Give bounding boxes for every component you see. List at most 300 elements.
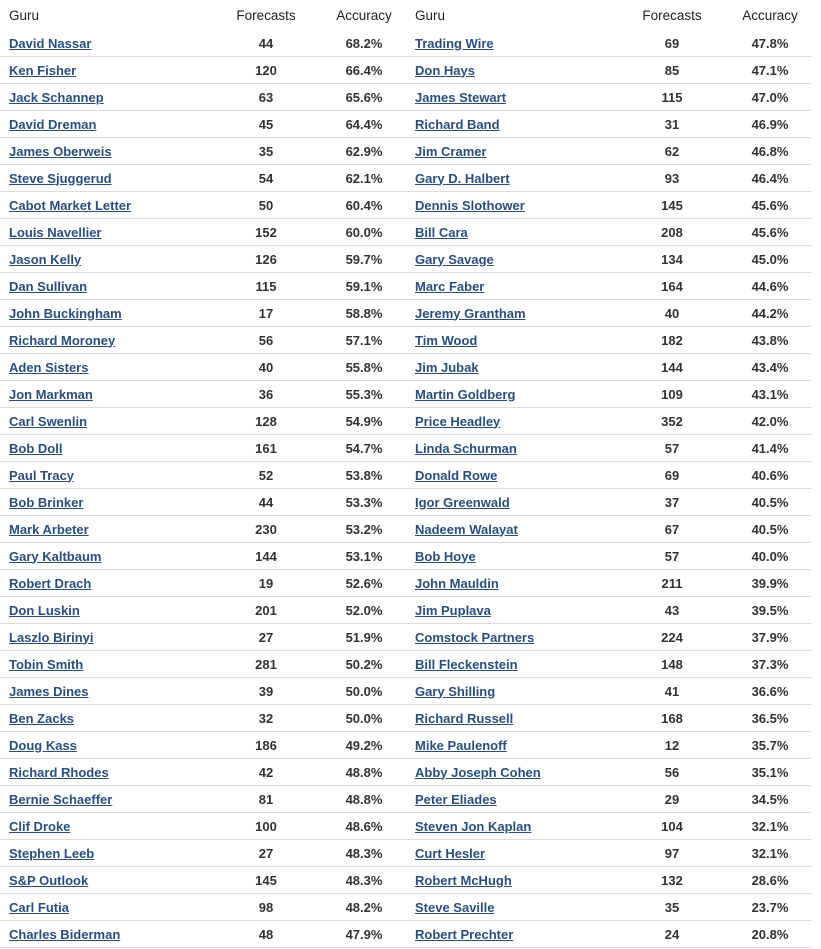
- guru-name-link[interactable]: Bill Fleckenstein: [415, 656, 518, 672]
- forecasts-count: 69: [616, 462, 728, 489]
- guru-name-link[interactable]: Jon Markman: [9, 386, 93, 402]
- table-row: [406, 462, 812, 489]
- accuracy-value: 62.9%: [322, 138, 406, 165]
- guru-name-link[interactable]: David Dreman: [9, 116, 97, 132]
- forecasts-count: 145: [210, 867, 322, 894]
- accuracy-value: 53.2%: [322, 516, 406, 543]
- accuracy-value: 36.6%: [728, 678, 812, 705]
- guru-cell: [406, 192, 616, 219]
- guru-name-link[interactable]: Steven Jon Kaplan: [415, 818, 532, 834]
- guru-name-link[interactable]: Mike Paulenoff: [415, 737, 507, 753]
- forecasts-count: 56: [616, 759, 728, 786]
- guru-name-link[interactable]: Comstock Partners: [415, 629, 535, 645]
- table-row: [0, 111, 406, 138]
- table-row: [0, 354, 406, 381]
- guru-name-link[interactable]: Donald Rowe: [415, 467, 498, 483]
- table-row: [406, 489, 812, 516]
- guru-name-link[interactable]: Don Hays: [415, 62, 475, 78]
- table-row: [0, 705, 406, 732]
- table-row: [0, 273, 406, 300]
- accuracy-value: 41.4%: [728, 435, 812, 462]
- guru-name-link[interactable]: Gary Shilling: [415, 683, 496, 699]
- table-row: [0, 732, 406, 759]
- guru-name-link[interactable]: Doug Kass: [9, 737, 77, 753]
- forecasts-count: 161: [210, 435, 322, 462]
- forecasts-count: 126: [210, 246, 322, 273]
- guru-name-link[interactable]: Steve Sjuggerud: [9, 170, 112, 186]
- guru-name-link[interactable]: Trading Wire: [415, 35, 494, 51]
- table-row: [0, 138, 406, 165]
- guru-cell: [406, 462, 616, 489]
- accuracy-value: 48.3%: [322, 840, 406, 867]
- guru-cell: [0, 435, 210, 462]
- guru-cell: [406, 732, 616, 759]
- forecasts-count: 42: [210, 759, 322, 786]
- forecasts-count: 182: [616, 327, 728, 354]
- accuracy-value: 51.9%: [322, 624, 406, 651]
- table-row: [406, 732, 812, 759]
- guru-name-link[interactable]: Linda Schurman: [415, 440, 517, 456]
- guru-cell: [406, 30, 616, 57]
- guru-name-link[interactable]: Jim Cramer: [415, 143, 487, 159]
- table-row: [0, 516, 406, 543]
- table-row: [406, 192, 812, 219]
- guru-name-link[interactable]: James Stewart: [415, 89, 507, 105]
- guru-name-link[interactable]: Robert Drach: [9, 575, 92, 591]
- table-row: [406, 543, 812, 570]
- forecasts-count: 35: [210, 138, 322, 165]
- table-row: [0, 381, 406, 408]
- guru-name-link[interactable]: Robert Prechter: [415, 926, 514, 942]
- table-header-row: [406, 0, 812, 30]
- forecasts-count: 144: [210, 543, 322, 570]
- guru-name-link[interactable]: Martin Goldberg: [415, 386, 516, 402]
- forecasts-count: 144: [616, 354, 728, 381]
- table-row: [0, 597, 406, 624]
- guru-cell: [0, 516, 210, 543]
- accuracy-value: 43.1%: [728, 381, 812, 408]
- table-row: [0, 921, 406, 948]
- guru-cell: [406, 138, 616, 165]
- guru-cell: [406, 921, 616, 948]
- guru-cell: [0, 813, 210, 840]
- guru-name-link[interactable]: Abby Joseph Cohen: [415, 764, 541, 780]
- table-row: [0, 543, 406, 570]
- table-row: [0, 246, 406, 273]
- table-row: [0, 30, 406, 57]
- table-row: [406, 759, 812, 786]
- forecasts-count: 62: [616, 138, 728, 165]
- guru-cell: [406, 813, 616, 840]
- accuracy-value: 59.7%: [322, 246, 406, 273]
- forecasts-count: 186: [210, 732, 322, 759]
- guru-cell: [0, 57, 210, 84]
- guru-name-link[interactable]: Steve Saville: [415, 899, 495, 915]
- guru-cell: [406, 354, 616, 381]
- forecasts-count: 36: [210, 381, 322, 408]
- guru-cell: [0, 570, 210, 597]
- forecasts-count: 152: [210, 219, 322, 246]
- guru-cell: [0, 543, 210, 570]
- guru-cell: [0, 138, 210, 165]
- accuracy-value: 66.4%: [322, 57, 406, 84]
- rankings-table-left: [0, 0, 406, 948]
- accuracy-value: 59.1%: [322, 273, 406, 300]
- table-row: [0, 84, 406, 111]
- guru-cell: [406, 759, 616, 786]
- guru-name-link[interactable]: Paul Tracy: [9, 467, 75, 483]
- table-row: [406, 786, 812, 813]
- forecasts-count: 109: [616, 381, 728, 408]
- forecasts-count: 352: [616, 408, 728, 435]
- guru-cell: [406, 543, 616, 570]
- guru-name-link[interactable]: Clif Droke: [9, 818, 71, 834]
- table-row: [406, 111, 812, 138]
- table-header-row: [0, 0, 406, 30]
- accuracy-value: 45.0%: [728, 246, 812, 273]
- forecasts-count: 27: [210, 840, 322, 867]
- guru-cell: [0, 840, 210, 867]
- table-row: [406, 894, 812, 921]
- table-row: [406, 165, 812, 192]
- table-row: [0, 570, 406, 597]
- accuracy-value: 58.8%: [322, 300, 406, 327]
- guru-name-link[interactable]: Don Luskin: [9, 602, 80, 618]
- forecasts-count: 39: [210, 678, 322, 705]
- guru-name-link[interactable]: Carl Futia: [9, 899, 69, 915]
- forecasts-count: 37: [616, 489, 728, 516]
- forecasts-count: 224: [616, 624, 728, 651]
- guru-cell: [406, 516, 616, 543]
- rankings-panel-left: [0, 0, 406, 948]
- accuracy-value: 48.8%: [322, 759, 406, 786]
- table-row: [0, 813, 406, 840]
- forecasts-count: 115: [616, 84, 728, 111]
- guru-name-link[interactable]: Bob Brinker: [9, 494, 84, 510]
- guru-name-link[interactable]: Gary D. Halbert: [415, 170, 510, 186]
- guru-cell: [406, 381, 616, 408]
- accuracy-value: 40.5%: [728, 516, 812, 543]
- accuracy-value: 35.1%: [728, 759, 812, 786]
- forecasts-count: 230: [210, 516, 322, 543]
- guru-cell: [0, 705, 210, 732]
- table-row: [0, 219, 406, 246]
- guru-column-header: Guru: [415, 7, 446, 23]
- accuracy-value: 60.4%: [322, 192, 406, 219]
- forecasts-count: 168: [616, 705, 728, 732]
- guru-cell: [0, 867, 210, 894]
- guru-name-link[interactable]: Stephen Leeb: [9, 845, 95, 861]
- forecasts-count: 93: [616, 165, 728, 192]
- table-row: [406, 921, 812, 948]
- guru-cell: [0, 921, 210, 948]
- guru-cell: [0, 354, 210, 381]
- accuracy-value: 50.2%: [322, 651, 406, 678]
- accuracy-value: 47.1%: [728, 57, 812, 84]
- guru-name-link[interactable]: James Dines: [9, 683, 89, 699]
- forecasts-count: 104: [616, 813, 728, 840]
- accuracy-value: 40.0%: [728, 543, 812, 570]
- guru-name-link[interactable]: Jim Jubak: [415, 359, 479, 375]
- table-row: [406, 705, 812, 732]
- forecasts-count: 48: [210, 921, 322, 948]
- table-row: [406, 327, 812, 354]
- guru-cell: [406, 624, 616, 651]
- forecasts-count: 134: [616, 246, 728, 273]
- table-row: [0, 894, 406, 921]
- guru-name-link[interactable]: Bernie Schaeffer: [9, 791, 113, 807]
- forecasts-count: 32: [210, 705, 322, 732]
- guru-name-link[interactable]: Bob Hoye: [415, 548, 476, 564]
- forecasts-count: 100: [210, 813, 322, 840]
- guru-name-link[interactable]: Carl Swenlin: [9, 413, 88, 429]
- table-row: [406, 138, 812, 165]
- table-row: [406, 84, 812, 111]
- guru-name-link[interactable]: James Oberweis: [9, 143, 112, 159]
- guru-name-link[interactable]: Price Headley: [415, 413, 501, 429]
- guru-cell: [406, 678, 616, 705]
- guru-cell: [0, 381, 210, 408]
- accuracy-value: 44.6%: [728, 273, 812, 300]
- guru-name-link[interactable]: Aden Sisters: [9, 359, 89, 375]
- table-row: [0, 165, 406, 192]
- accuracy-value: 50.0%: [322, 678, 406, 705]
- forecasts-count: 40: [616, 300, 728, 327]
- accuracy-value: 48.6%: [322, 813, 406, 840]
- accuracy-value: 54.7%: [322, 435, 406, 462]
- accuracy-value: 64.4%: [322, 111, 406, 138]
- guru-name-link[interactable]: Richard Band: [415, 116, 500, 132]
- accuracy-value: 65.6%: [322, 84, 406, 111]
- guru-cell: [406, 840, 616, 867]
- guru-name-link[interactable]: John Buckingham: [9, 305, 122, 321]
- accuracy-value: 37.3%: [728, 651, 812, 678]
- guru-name-link[interactable]: Gary Kaltbaum: [9, 548, 102, 564]
- forecasts-column-header: Forecasts: [642, 7, 702, 23]
- table-row: [406, 624, 812, 651]
- forecasts-count: 43: [616, 597, 728, 624]
- guru-cell: [406, 111, 616, 138]
- table-row: [406, 57, 812, 84]
- accuracy-value: 48.3%: [322, 867, 406, 894]
- guru-name-link[interactable]: Laszlo Birinyi: [9, 629, 94, 645]
- guru-name-link[interactable]: Ben Zacks: [9, 710, 75, 726]
- guru-name-link[interactable]: Richard Russell: [415, 710, 514, 726]
- forecasts-count: 50: [210, 192, 322, 219]
- forecasts-count: 211: [616, 570, 728, 597]
- accuracy-value: 23.7%: [728, 894, 812, 921]
- guru-name-link[interactable]: Charles Biderman: [9, 926, 121, 942]
- guru-cell: [406, 84, 616, 111]
- forecasts-count: 201: [210, 597, 322, 624]
- guru-cell: [406, 273, 616, 300]
- guru-cell: [406, 219, 616, 246]
- guru-cell: [0, 597, 210, 624]
- forecasts-count: 81: [210, 786, 322, 813]
- guru-name-link[interactable]: David Nassar: [9, 35, 92, 51]
- forecasts-count: 12: [616, 732, 728, 759]
- guru-name-link[interactable]: Dennis Slothower: [415, 197, 525, 213]
- guru-name-link[interactable]: Peter Eliades: [415, 791, 497, 807]
- forecasts-count: 41: [616, 678, 728, 705]
- forecasts-count: 19: [210, 570, 322, 597]
- accuracy-value: 40.5%: [728, 489, 812, 516]
- forecasts-count: 29: [616, 786, 728, 813]
- forecasts-count: 98: [210, 894, 322, 921]
- forecasts-count: 208: [616, 219, 728, 246]
- guru-name-link[interactable]: Tim Wood: [415, 332, 478, 348]
- guru-cell: [0, 894, 210, 921]
- guru-cell: [0, 300, 210, 327]
- accuracy-value: 60.0%: [322, 219, 406, 246]
- accuracy-value: 20.8%: [728, 921, 812, 948]
- table-row: [0, 327, 406, 354]
- guru-cell: [0, 678, 210, 705]
- accuracy-value: 52.0%: [322, 597, 406, 624]
- accuracy-value: 35.7%: [728, 732, 812, 759]
- accuracy-value: 47.0%: [728, 84, 812, 111]
- accuracy-value: 53.3%: [322, 489, 406, 516]
- accuracy-value: 28.6%: [728, 867, 812, 894]
- accuracy-value: 39.9%: [728, 570, 812, 597]
- table-row: [406, 273, 812, 300]
- accuracy-value: 36.5%: [728, 705, 812, 732]
- accuracy-value: 42.0%: [728, 408, 812, 435]
- forecasts-count: 69: [616, 30, 728, 57]
- forecasts-count: 24: [616, 921, 728, 948]
- accuracy-value: 46.9%: [728, 111, 812, 138]
- table-row: [0, 192, 406, 219]
- forecasts-count: 52: [210, 462, 322, 489]
- guru-name-link[interactable]: Jack Schannep: [9, 89, 104, 105]
- guru-cell: [406, 597, 616, 624]
- table-row: [406, 867, 812, 894]
- table-row: [406, 435, 812, 462]
- table-row: [0, 489, 406, 516]
- guru-cell: [0, 327, 210, 354]
- forecasts-count: 164: [616, 273, 728, 300]
- rankings-table-right: [406, 0, 812, 948]
- guru-name-link[interactable]: Tobin Smith: [9, 656, 84, 672]
- rankings-panel-right: [406, 0, 812, 948]
- guru-name-link[interactable]: Jeremy Grantham: [415, 305, 526, 321]
- guru-name-link[interactable]: Richard Moroney: [9, 332, 116, 348]
- guru-cell: [406, 489, 616, 516]
- forecasts-count: 57: [616, 543, 728, 570]
- guru-cell: [0, 786, 210, 813]
- guru-cell: [0, 84, 210, 111]
- guru-name-link[interactable]: Marc Faber: [415, 278, 485, 294]
- accuracy-value: 45.6%: [728, 192, 812, 219]
- forecasts-count: 63: [210, 84, 322, 111]
- guru-cell: [0, 246, 210, 273]
- accuracy-value: 32.1%: [728, 840, 812, 867]
- accuracy-value: 46.8%: [728, 138, 812, 165]
- accuracy-value: 47.8%: [728, 30, 812, 57]
- forecasts-column-header: Forecasts: [236, 7, 296, 23]
- guru-name-link[interactable]: Robert McHugh: [415, 872, 512, 888]
- table-row: [406, 408, 812, 435]
- accuracy-value: 57.1%: [322, 327, 406, 354]
- guru-cell: [406, 246, 616, 273]
- guru-cell: [0, 624, 210, 651]
- guru-cell: [406, 705, 616, 732]
- guru-name-link[interactable]: Bill Cara: [415, 224, 468, 240]
- table-row: [0, 840, 406, 867]
- forecasts-count: 97: [616, 840, 728, 867]
- guru-cell: [406, 867, 616, 894]
- guru-cell: [406, 408, 616, 435]
- accuracy-value: 40.6%: [728, 462, 812, 489]
- guru-cell: [406, 165, 616, 192]
- forecasts-count: 56: [210, 327, 322, 354]
- table-row: [0, 300, 406, 327]
- guru-name-link[interactable]: Cabot Market Letter: [9, 197, 132, 213]
- accuracy-value: 34.5%: [728, 786, 812, 813]
- accuracy-value: 55.3%: [322, 381, 406, 408]
- guru-name-link[interactable]: Gary Savage: [415, 251, 494, 267]
- forecasts-count: 132: [616, 867, 728, 894]
- guru-name-link[interactable]: Nadeem Walayat: [415, 521, 518, 537]
- table-row: [0, 678, 406, 705]
- table-row: [0, 624, 406, 651]
- accuracy-value: 62.1%: [322, 165, 406, 192]
- accuracy-value: 45.6%: [728, 219, 812, 246]
- guru-cell: [406, 435, 616, 462]
- forecasts-count: 145: [616, 192, 728, 219]
- forecasts-count: 35: [616, 894, 728, 921]
- guru-cell: [406, 894, 616, 921]
- guru-name-link[interactable]: Richard Rhodes: [9, 764, 109, 780]
- guru-name-link[interactable]: Igor Greenwald: [415, 494, 510, 510]
- table-row: [406, 381, 812, 408]
- accuracy-column-header: Accuracy: [742, 7, 798, 23]
- forecasts-count: 45: [210, 111, 322, 138]
- guru-name-link[interactable]: Ken Fisher: [9, 62, 77, 78]
- accuracy-value: 52.6%: [322, 570, 406, 597]
- guru-name-link[interactable]: Jason Kelly: [9, 251, 82, 267]
- table-row: [406, 246, 812, 273]
- guru-name-link[interactable]: Jim Puplava: [415, 602, 491, 618]
- accuracy-column-header: Accuracy: [336, 7, 392, 23]
- accuracy-value: 68.2%: [322, 30, 406, 57]
- guru-name-link[interactable]: Mark Arbeter: [9, 521, 89, 537]
- guru-name-link[interactable]: Louis Navellier: [9, 224, 102, 240]
- guru-cell: [0, 192, 210, 219]
- table-row: [406, 219, 812, 246]
- accuracy-value: 32.1%: [728, 813, 812, 840]
- guru-cell: [406, 57, 616, 84]
- forecasts-count: 67: [616, 516, 728, 543]
- guru-name-link[interactable]: Dan Sullivan: [9, 278, 88, 294]
- table-row: [406, 651, 812, 678]
- forecasts-count: 57: [616, 435, 728, 462]
- accuracy-value: 53.1%: [322, 543, 406, 570]
- guru-cell: [0, 273, 210, 300]
- guru-name-link[interactable]: S&P Outlook: [9, 872, 89, 888]
- table-row: [0, 867, 406, 894]
- guru-name-link[interactable]: Curt Hesler: [415, 845, 486, 861]
- accuracy-value: 37.9%: [728, 624, 812, 651]
- forecasts-count: 54: [210, 165, 322, 192]
- guru-name-link[interactable]: John Mauldin: [415, 575, 499, 591]
- forecasts-count: 27: [210, 624, 322, 651]
- guru-cell: [0, 165, 210, 192]
- accuracy-value: 48.2%: [322, 894, 406, 921]
- table-row: [406, 300, 812, 327]
- table-row: [406, 597, 812, 624]
- guru-name-link[interactable]: Bob Doll: [9, 440, 63, 456]
